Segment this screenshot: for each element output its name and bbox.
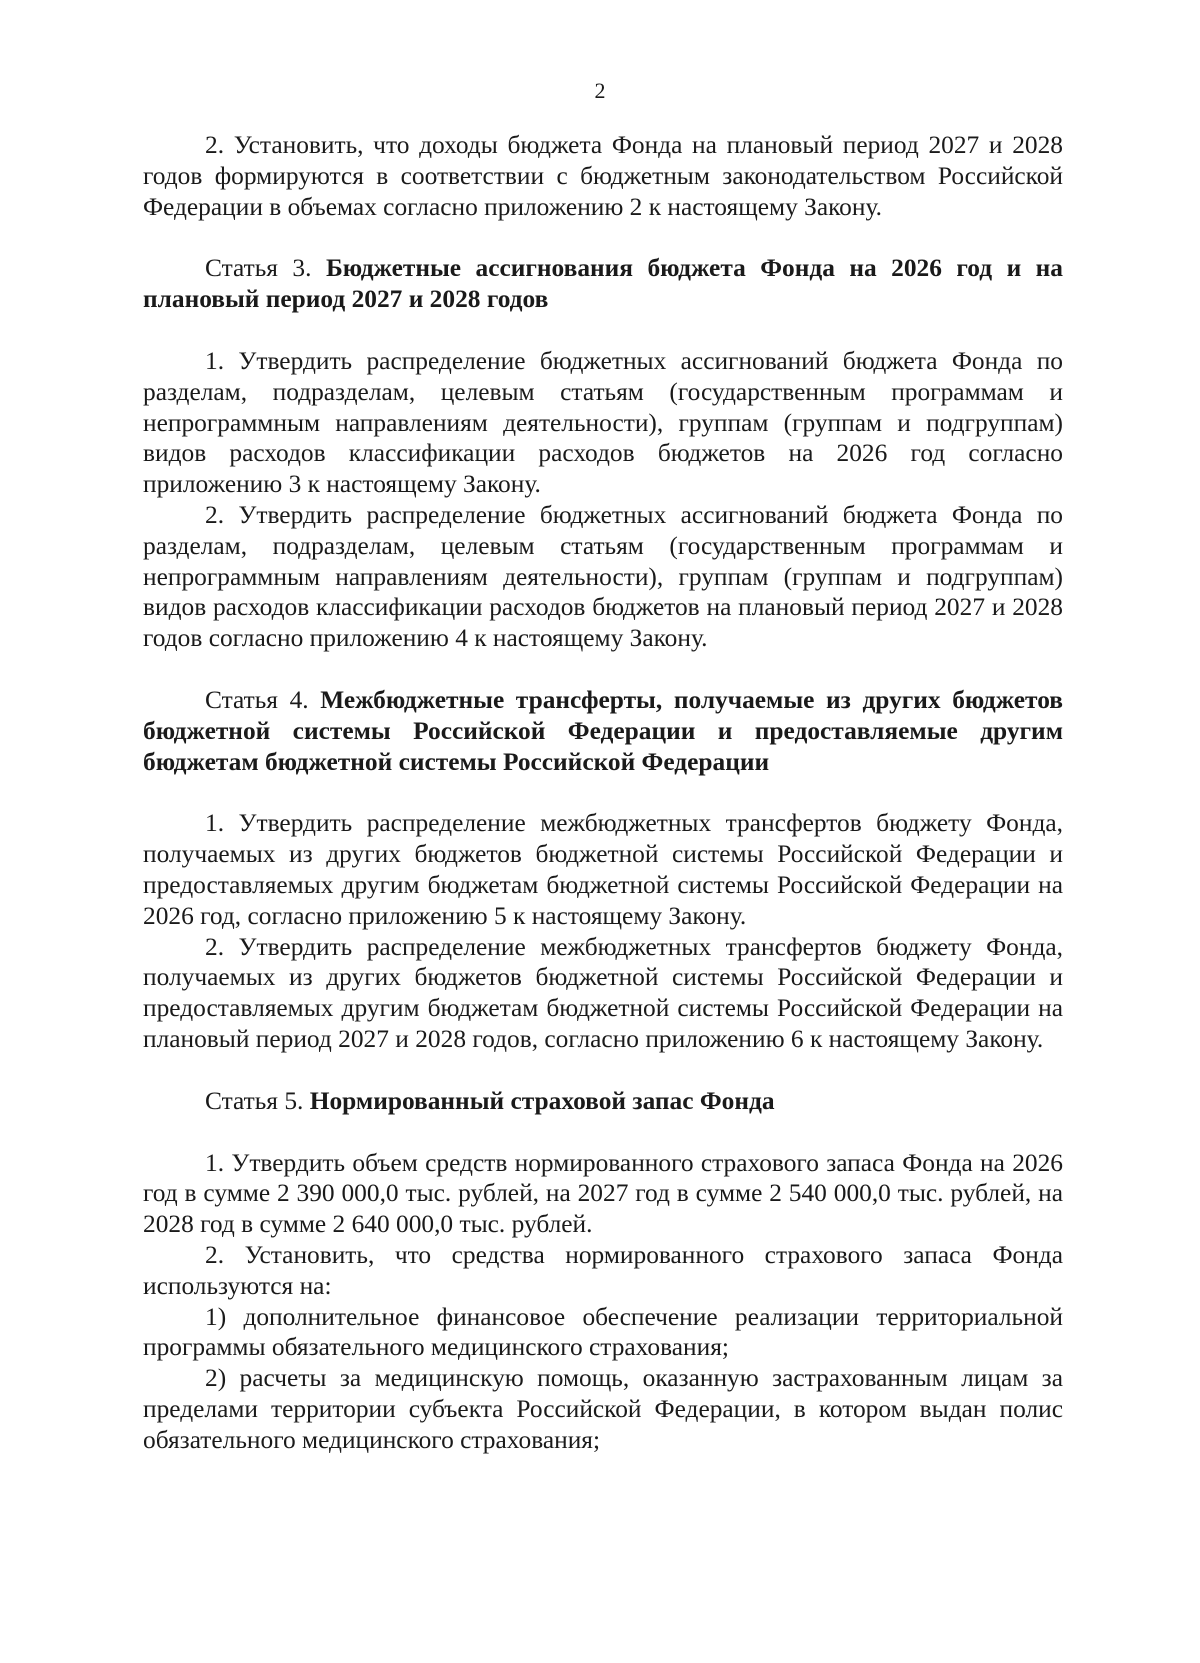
article4-title: Межбюджетные трансферты, получаемые из других бюджетов бюджетной системы Российской Федерации и предоставляемые другим бюджетам бюджетной системы Российской Федерации bbox=[143, 685, 1063, 776]
article3-title: Бюджетные ассигнования бюджета Фонда на 2026 год и на плановый период 2027 и 2028 годов bbox=[143, 254, 1063, 314]
article5-paragraph-2: 2. Установить, что средства нормированного страхового запаса Фонда используются на: bbox=[143, 1240, 1063, 1300]
document-body bbox=[143, 130, 1063, 1455]
article5-item-2: 2) расчеты за медицинскую помощь, оказанную застрахованным лицам за пределами территории субъекта Российской Федерации, в котором выдан полис обязательного медицинского страхования; bbox=[143, 1364, 1063, 1454]
article3-heading bbox=[143, 253, 1063, 315]
article4-heading bbox=[143, 685, 1063, 777]
article5-heading bbox=[143, 1086, 1063, 1117]
article5-label: Статья 5. bbox=[205, 1086, 304, 1115]
article3-paragraph-2: 2. Утвердить распределение бюджетных ассигнований бюджета Фонда по разделам, подразделам, целевым статьям (государственным программам и непрограммным направлениям деятельности), группам (группам и подгруппам) видов расходов классификации расходов бюджетов на плановый период 2027 и 2028 годов согласно приложению 4 к настоящему Закону. bbox=[143, 500, 1063, 653]
article2-paragraph-2: 2. Установить, что доходы бюджета Фонда на плановый период 2027 и 2028 годов формируются в соответствии с бюджетным законодательством Российской Федерации в объемах согласно приложению 2 к настоящему Закону. bbox=[143, 131, 1063, 221]
article3-paragraph-1: 1. Утвердить распределение бюджетных ассигнований бюджета Фонда по разделам, подразделам, целевым статьям (государственным программам и непрограммным направлениям деятельности), группам (группам и подгруппам) видов расходов классификации расходов бюджетов на 2026 год согласно приложению 3 к настоящему Закону. bbox=[143, 346, 1063, 499]
article5-item-1: 1) дополнительное финансовое обеспечение реализации территориальной программы обязательного медицинского страхования; bbox=[143, 1302, 1063, 1362]
article4-label: Статья 4. bbox=[205, 685, 309, 714]
article4-paragraph-2: 2. Утвердить распределение межбюджетных трансфертов бюджету Фонда, получаемых из других бюджетов бюджетной системы Российской Федерации и предоставляемых другим бюджетам бюджетной системы Российской Федерации на плановый период 2027 и 2028 годов, согласно приложению 6 к настоящему Закону. bbox=[143, 932, 1063, 1053]
article5-title: Нормированный страховой запас Фонда bbox=[309, 1086, 775, 1115]
article4-paragraph-1: 1. Утвердить распределение межбюджетных трансфертов бюджету Фонда, получаемых из других бюджетов бюджетной системы Российской Федерации и предоставляемых другим бюджетам бюджетной системы Российской Федерации на 2026 год, согласно приложению 5 к настоящему Закону. bbox=[143, 809, 1063, 930]
article3-label: Статья 3. bbox=[205, 254, 312, 283]
article5-paragraph-1: 1. Утвердить объем средств нормированного страхового запаса Фонда на 2026 год в сумме 2 390 000,0 тыс. рублей, на 2027 год в сумме 2 540 000,0 тыс. рублей, на 2028 год в сумме 2 640 000,0 тыс. рублей. bbox=[143, 1148, 1063, 1239]
page-number: 2 bbox=[594, 78, 606, 103]
